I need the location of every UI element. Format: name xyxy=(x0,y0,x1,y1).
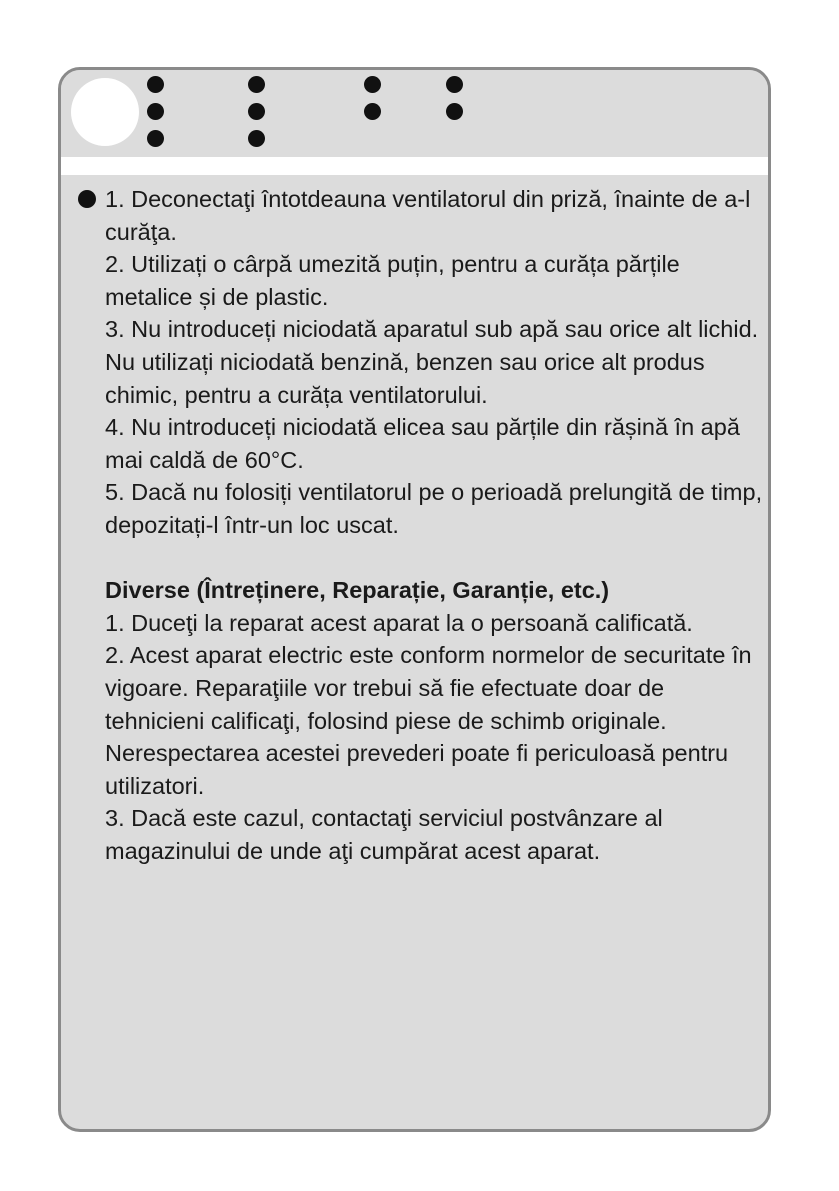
misc-item-1: 1. Duceţi la reparat acest aparat la o persoană calificată. xyxy=(105,609,693,636)
manual-text xyxy=(105,183,765,867)
header-band xyxy=(61,70,768,157)
braille-dot xyxy=(248,103,265,120)
cleaning-item-3: 3. Nu introduceți niciodată aparatul sub apă sau orice alt lichid. Nu utilizați niciodată benzină, benzen sau orice alt produs chimic, pentru a curăța ventilatorului. xyxy=(105,316,759,408)
braille-dot xyxy=(364,76,381,93)
braille-dot xyxy=(446,103,463,120)
cleaning-item-5: 5. Dacă nu folosiți ventilatorul pe o perioadă prelungită de timp, depozitați-l într-un loc uscat. xyxy=(105,479,763,538)
misc-item-2: 2. Acest aparat electric este conform normelor de securitate în vigoare. Reparaţiile vor trebui să fie efectuate doar de tehnicieni calificaţi, folosind piese de schimb originale. Nerespectarea acestei prevederi poate fi periculoasă pentru utilizatori. xyxy=(105,642,752,799)
bullet-icon xyxy=(78,190,96,208)
braille-dot xyxy=(364,103,381,120)
misc-item-3: 3. Dacă este cazul, contactaţi serviciul postvânzare al magazinului de unde aţi cumpărat acest aparat. xyxy=(105,805,663,864)
cleaning-item-4: 4. Nu introduceți niciodată elicea sau părțile din rășină în apă mai caldă de 60°C. xyxy=(105,414,740,473)
braille-dot xyxy=(147,103,164,120)
page-circle-marker xyxy=(71,78,139,146)
cleaning-item-1: 1. Deconectaţi întotdeauna ventilatorul din priză, înainte de a-l curăţa. xyxy=(105,186,751,245)
braille-dot xyxy=(248,76,265,93)
braille-dot xyxy=(248,130,265,147)
divider-strip xyxy=(61,157,768,175)
manual-card xyxy=(58,67,771,1132)
section-gap xyxy=(105,542,765,575)
cleaning-item-2: 2. Utilizați o cârpă umezită puțin, pentru a curăța părțile metalice și de plastic. xyxy=(105,251,680,310)
braille-dot xyxy=(147,130,164,147)
misc-heading: Diverse (Întreținere, Reparație, Garanție, etc.) xyxy=(105,577,610,604)
braille-dot xyxy=(446,76,463,93)
braille-dot xyxy=(147,76,164,93)
